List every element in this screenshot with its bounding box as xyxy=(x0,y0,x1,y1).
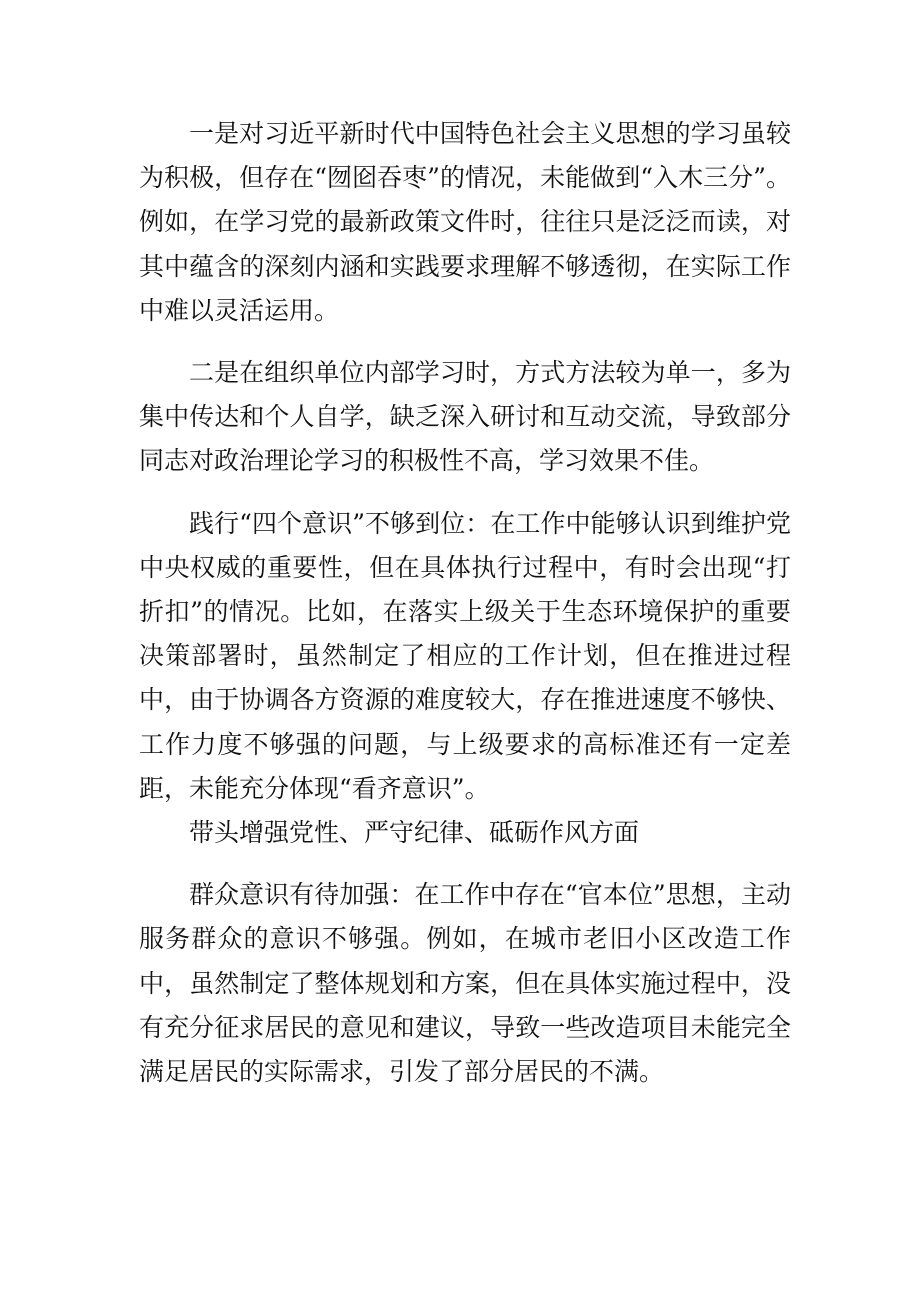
paragraph-theory-study: 一是对习近平新时代中国特色社会主义思想的学习虽较为积极，但存在“囫囵吞枣”的情况，未能做到“入木三分”。例如，在学习党的最新政策文件时，往往只是泛泛而读，对其中蕴含的深刻内涵和实践要求理解不够透彻，在实际工作中难以灵活运用。 xyxy=(139,119,791,325)
document-body xyxy=(139,112,791,1094)
paragraph-four-consciousness: 践行“四个意识”不够到位：在工作中能够认识到维护党中央权威的重要性，但在具体执行过程中，有时会出现“打折扣”的情况。比如，在落实上级关于生态环境保护的重要决策部署时，虽然制定了相应的工作计划，但在推进过程中，由于协调各方资源的难度较大，存在推进速度不够快、工作力度不够强的问题，与上级要求的高标准还有一定差距，未能充分体现“看齐意识”。 xyxy=(139,508,791,803)
paragraph-study-methods: 二是在组织单位内部学习时，方式方法较为单一，多为集中传达和个人自学，缺乏深入研讨和互动交流，导致部分同志对政治理论学习的积极性不高，学习效果不佳。 xyxy=(139,358,791,476)
section-heading: 带头增强党性、严守纪律、砥砺作风方面 xyxy=(189,818,640,848)
paragraph-mass-awareness: 群众意识有待加强：在工作中存在“官本位”思想，主动服务群众的意识不够强。例如，在城市老旧小区改造工作中，虽然制定了整体规划和方案，但在具体实施过程中，没有充分征求居民的意见和建议，导致一些改造项目未能完全满足居民的实际需求，引发了部分居民的不满。 xyxy=(139,880,791,1087)
